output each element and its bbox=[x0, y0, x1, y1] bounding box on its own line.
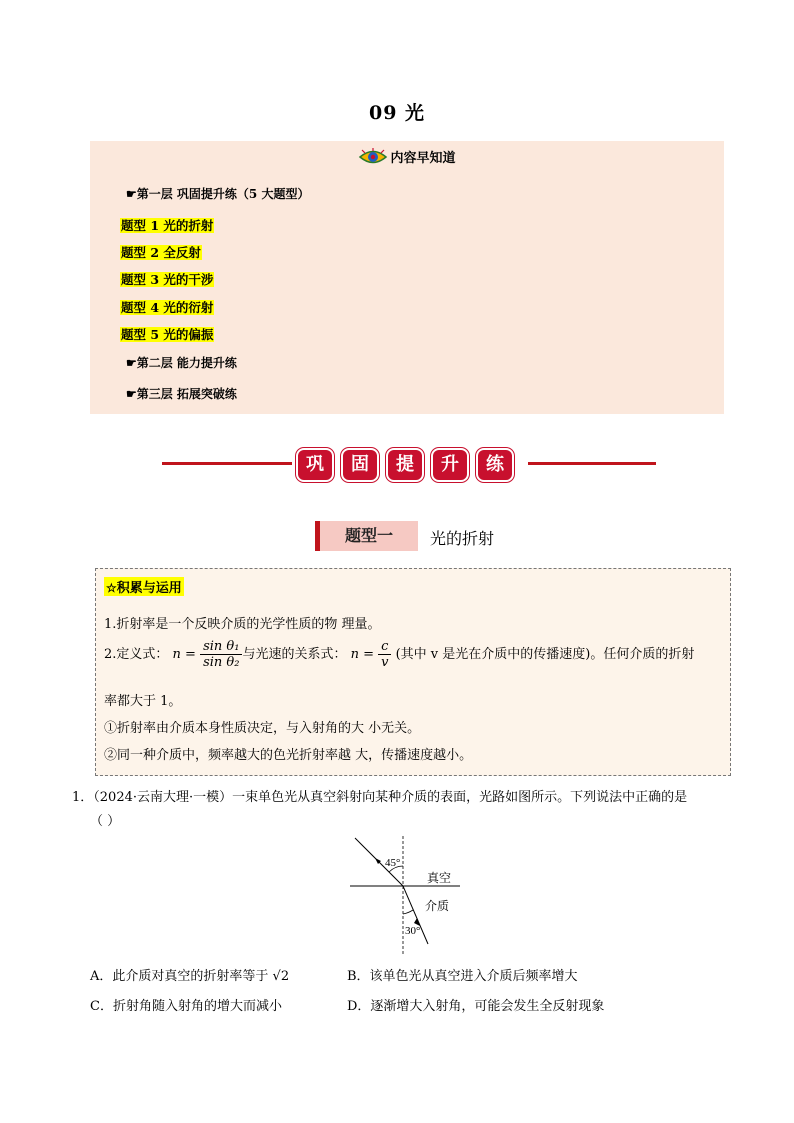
section-name: 光的折射 bbox=[430, 529, 495, 548]
toc-heading bbox=[90, 147, 724, 170]
sqrt2: √2 bbox=[272, 969, 290, 984]
toc-heading-text: 内容早知道 bbox=[390, 151, 456, 166]
knowledge-line-3: 率都大于 1。 bbox=[104, 694, 182, 709]
option-c[interactable]: C．折射角随入射角的增大而减小 bbox=[90, 999, 282, 1014]
banner-char-3: 提 bbox=[388, 450, 422, 480]
knowledge-line-4: ①折射率由介质本身性质决定，与入射角的大 小无关。 bbox=[104, 721, 421, 736]
banner-char-4: 升 bbox=[433, 450, 467, 480]
angle-top-label: 45° bbox=[385, 857, 401, 869]
formula-speed: $\frac{c}{v}$ bbox=[378, 639, 391, 670]
knowledge-title: ☆积累与运用 bbox=[104, 577, 184, 596]
toc-topic-2: 题型 2 全反射 bbox=[121, 245, 201, 260]
banner-char-2: 固 bbox=[343, 450, 377, 480]
toc-topic-1: 题型 1 光的折射 bbox=[121, 218, 214, 233]
banner-line-left bbox=[162, 462, 292, 465]
medium-label: 介质 bbox=[425, 899, 450, 913]
star-icon: ☆ bbox=[106, 581, 117, 595]
vacuum-label: 真空 bbox=[427, 871, 452, 885]
refraction-diagram bbox=[345, 834, 465, 956]
toc-layer-2: ☛第二层 能力提升练 bbox=[126, 356, 237, 370]
toc-layer-1: ☛第一层 巩固提升练（5 大题型） bbox=[126, 187, 310, 201]
option-a[interactable]: A．此介质对真空的折射率等于 √2 bbox=[90, 969, 290, 984]
toc-box bbox=[90, 141, 724, 414]
toc-topic-5: 题型 5 光的偏振 bbox=[121, 327, 214, 342]
answer-bracket: （ ） bbox=[90, 814, 121, 829]
angle-bottom-label: 30° bbox=[405, 925, 421, 937]
option-d[interactable]: D．逐渐增大入射角，可能会发生全反射现象 bbox=[347, 999, 605, 1014]
knowledge-box bbox=[95, 568, 731, 776]
formula-refraction: $\frac{\text{sin θ₁}}{\text{sin θ₂}}$ bbox=[200, 639, 242, 670]
toc-topic-3: 题型 3 光的干涉 bbox=[121, 272, 214, 287]
page-title: 09 光 bbox=[368, 102, 426, 124]
banner-char-5: 练 bbox=[478, 450, 512, 480]
banner-line-right bbox=[528, 462, 656, 465]
eye-icon bbox=[358, 148, 388, 170]
toc-topic-4: 题型 4 光的衍射 bbox=[121, 300, 214, 315]
section-label: 题型一 bbox=[315, 521, 418, 551]
knowledge-line-5: ②同一种介质中，频率越大的色光折射率越 大，传播速度越小。 bbox=[104, 748, 473, 763]
banner-char-1: 巩 bbox=[298, 450, 332, 480]
knowledge-line-1: 1.折射率是一个反映介质的光学性质的物 理量。 bbox=[104, 617, 381, 632]
toc-layer-3: ☛第三层 拓展突破练 bbox=[126, 387, 237, 401]
question-stem: 1．（2024·云南大理·一模）一束单色光从真空斜射向某种介质的表面，光路如图所示。下列说法中正确的是 bbox=[72, 790, 688, 805]
knowledge-line-2: 2.定义式： n = $\frac{\text{sin θ₁}}{\text{sin θ₂}}$ 与光速的关系式： n = $\frac{c}{v}$ (其中 v 是光在介质中的传播速度)。任何介质的折射 bbox=[104, 639, 695, 670]
option-b[interactable]: B．该单色光从真空进入介质后频率增大 bbox=[347, 969, 578, 984]
